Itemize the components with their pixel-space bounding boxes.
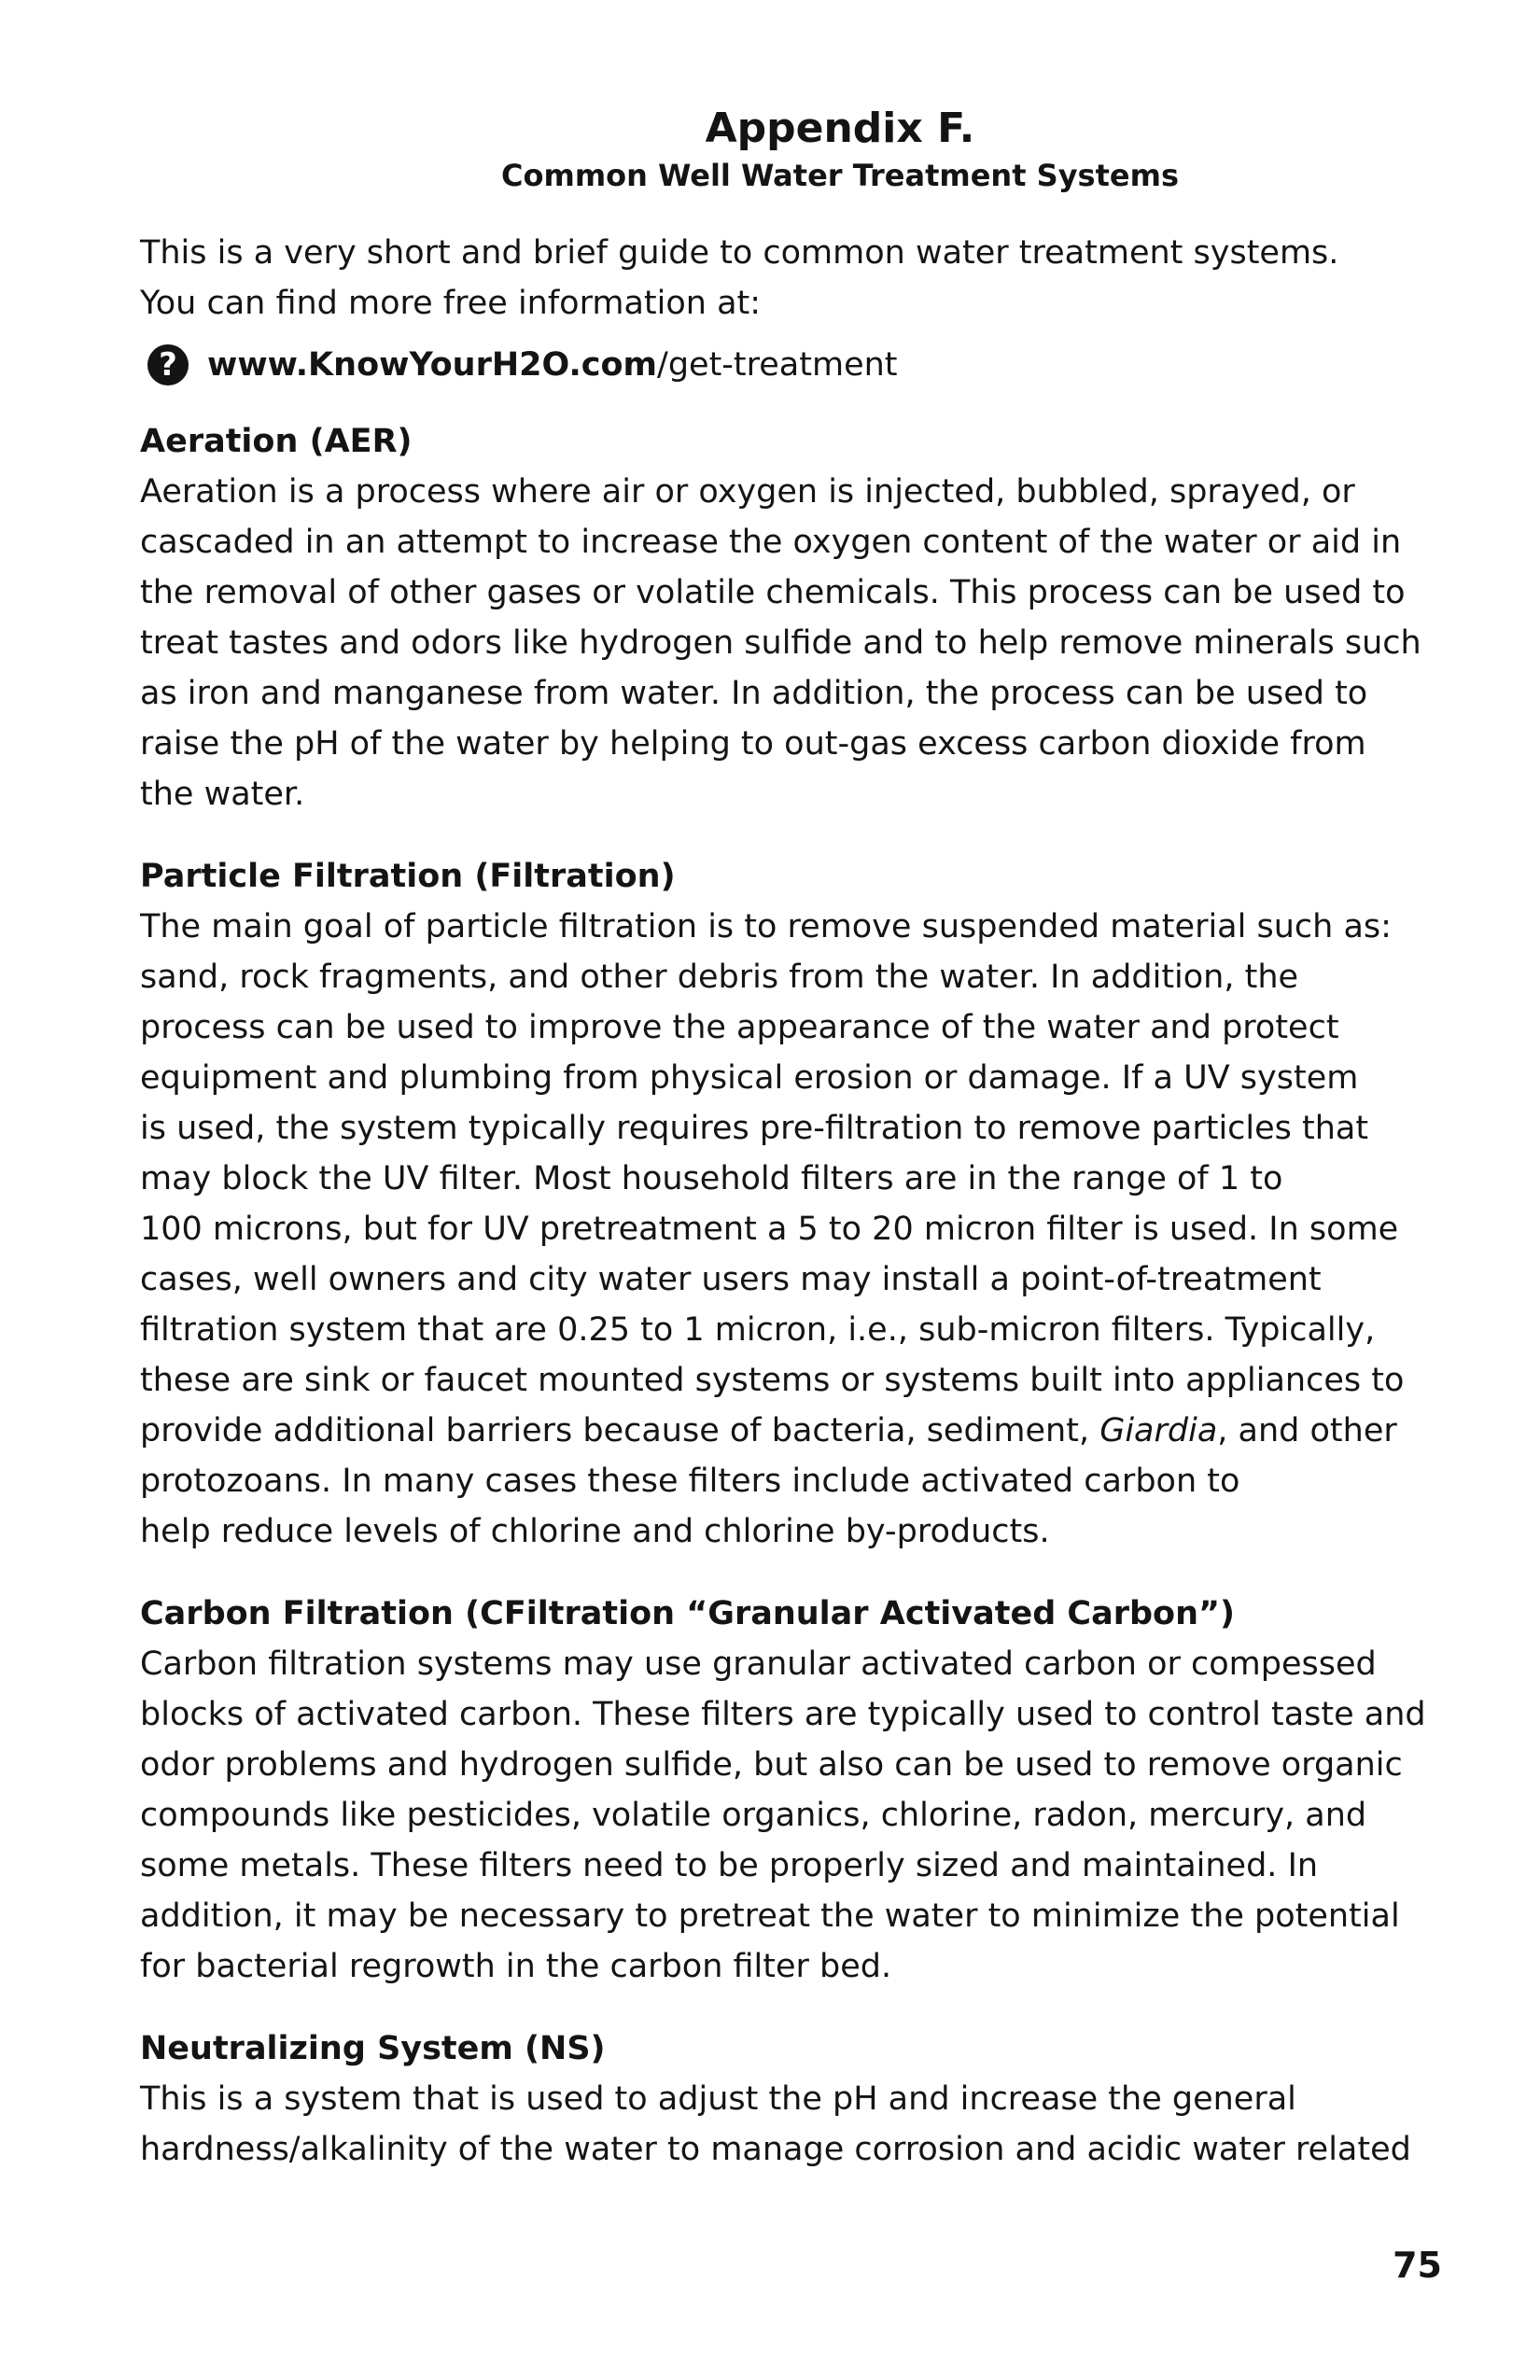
- section-body: [140, 902, 1465, 1557]
- section-heading: Aeration (AER): [140, 423, 413, 460]
- italic-term: Giardia: [1099, 1412, 1218, 1449]
- page-number: 75: [1393, 2245, 1442, 2286]
- page-title: Appendix F.: [705, 105, 975, 152]
- document-page: [140, 103, 1465, 2206]
- intro-text: This is a very short and brief guide to common water treatment systems. You can find more free information at:: [140, 234, 1339, 322]
- section-body: Carbon filtration systems may use granular activated carbon or compessed blocks of activated carbon. These filters are typically used to control taste and odor problems and hydrogen sulfide, but also can be used to remove organic compounds like pesticides, volatile organics, chlorine, radon, mercury, and some metals. These filters need to be properly sized and maintained. In addition, it may be necessary to pretreat the water to minimize the potential for bacterial regrowth in the carbon filter bed.: [140, 1645, 1426, 1985]
- question-circle-icon: ?: [147, 344, 189, 385]
- section-body-text: , and other protozoans. In many cases these filters include activated carbon to help reduce levels of chlorine and chlorine by-products.: [140, 1412, 1397, 1550]
- section-heading: Particle Filtration (Filtration): [140, 858, 676, 895]
- section-aeration: [140, 416, 1465, 819]
- link-path[interactable]: /get-treatment: [657, 346, 898, 384]
- section-body: Aeration is a process where air or oxygen is injected, bubbled, sprayed, or cascaded in an attempt to increase the oxygen content of the water or aid in the removal of other gases or volatile chemicals. This process can be used to treat tastes and odors like hydrogen sulfide and to help remove minerals such as iron and manganese from water. In addition, the process can be used to raise the pH of the water by helping to out-gas excess carbon dioxide from the water.: [140, 473, 1421, 813]
- section-body-text: The main goal of particle filtration is to remove suspended material such as: sand, rock fragments, and other debris from the water. In addition, the process can be used to improve the appearance of the water and protect equipment and plumbing from physical erosion or damage. If a UV system is used, the system typically requires pre-filtration to remove particles that may block the UV filter. Most household filters are in the range of 1 to 100 microns, but for UV pretreatment a 5 to 20 micron filter is used. In some cases, well owners and city water users may install a point-of-treatment filtration system that are 0.25 to 1 micron, i.e., sub-micron filters. Typically, these are sink or faucet mounted systems or systems built into appliances to provide additional barriers because of bacteria, sediment,: [140, 908, 1405, 1449]
- section-neutralizing-system: [140, 2023, 1465, 2175]
- page-subtitle: Common Well Water Treatment Systems: [501, 158, 1179, 193]
- section-heading: Neutralizing System (NS): [140, 2030, 606, 2067]
- resource-link[interactable]: [147, 340, 1465, 390]
- section-heading: Carbon Filtration (CFiltration “Granular Activated Carbon”): [140, 1595, 1236, 1632]
- section-body: This is a system that is used to adjust the pH and increase the general hardness/alkalinity of the water to manage corrosion and acidic water related: [140, 2080, 1411, 2168]
- section-carbon-filtration: [140, 1589, 1465, 1992]
- link-domain[interactable]: www.KnowYourH2O.com: [207, 346, 658, 384]
- section-particle-filtration: [140, 851, 1465, 1557]
